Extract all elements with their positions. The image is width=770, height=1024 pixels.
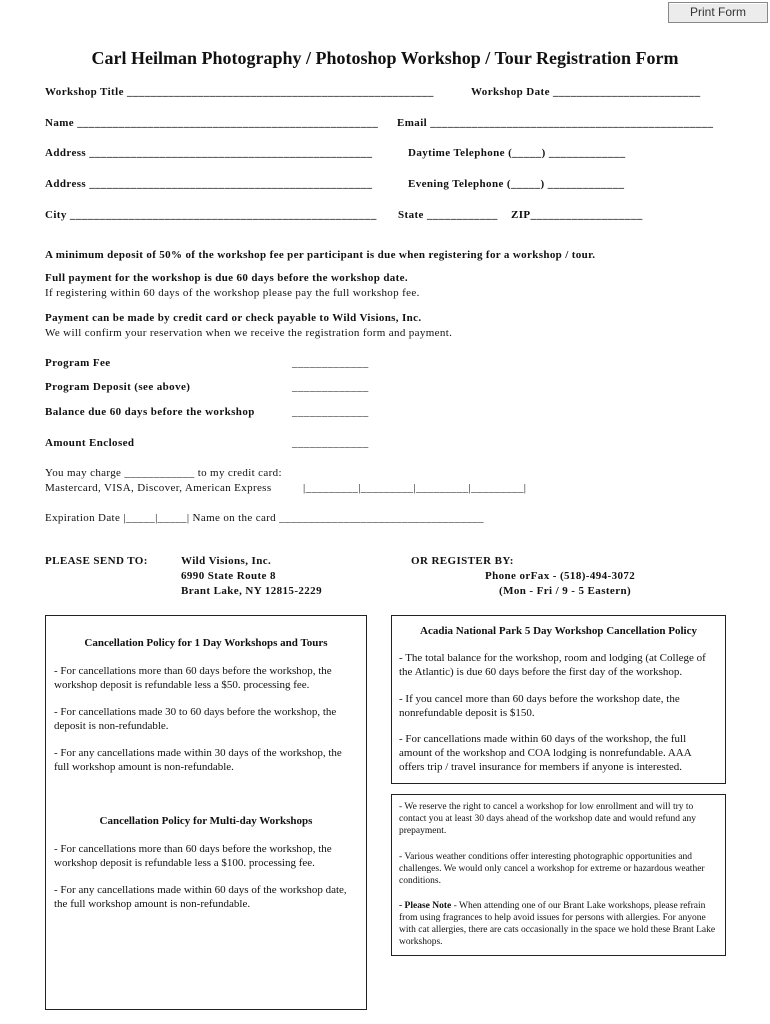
zip-field[interactable]: ZIP___________________ bbox=[511, 209, 643, 221]
acadia-policy-item: - For cancellations made within 60 days of the workshop, the full amount of the workshop and COA lodging is nonrefundable. AAA offers trip / travel insurance for members if anyone is interested. bbox=[399, 733, 692, 773]
accepted-cards: Mastercard, VISA, Discover, American Express bbox=[45, 482, 272, 494]
evening-telephone-field[interactable]: Evening Telephone (_____) _____________ bbox=[408, 178, 625, 190]
note-item: - We reserve the right to cancel a workshop for low enrollment and will try to contact you at least 30 days ahead of the workshop date and would refund any prepayment. bbox=[399, 802, 697, 836]
acadia-policy-item: - If you cancel more than 60 days before the workshop date, the nonrefundable deposit is $150. bbox=[399, 693, 680, 719]
balance-due-label: Balance due 60 days before the workshop bbox=[45, 406, 255, 418]
note-item bbox=[399, 900, 718, 948]
email-field[interactable]: Email ________________________________________________ bbox=[397, 117, 714, 129]
multi-day-policy-heading: Cancellation Policy for Multi-day Workshops bbox=[99, 815, 313, 827]
program-deposit-label: Program Deposit (see above) bbox=[45, 381, 191, 393]
address-field-1[interactable]: Address ________________________________________________ bbox=[45, 147, 373, 159]
address-field-2[interactable]: Address ________________________________________________ bbox=[45, 178, 373, 190]
one-day-policy-heading: Cancellation Policy for 1 Day Workshops and Tours bbox=[84, 637, 328, 649]
send-to-label: PLEASE SEND TO: bbox=[45, 555, 148, 567]
payment-method-notice: Payment can be made by credit card or check payable to Wild Visions, Inc. bbox=[45, 312, 422, 324]
acadia-policy-box bbox=[391, 615, 726, 784]
program-fee-input[interactable]: _____________ bbox=[292, 357, 369, 369]
one-day-policy-item: - For cancellations more than 60 days before the workshop, the workshop deposit is refundable less a $50. processing fee. bbox=[54, 665, 332, 691]
one-day-policy-item: - For any cancellations made within 30 days of the workshop, the full workshop amount is non-refundable. bbox=[54, 747, 342, 773]
send-address-line-1: Wild Visions, Inc. bbox=[181, 555, 272, 567]
full-payment-notice: Full payment for the workshop is due 60 days before the workshop date. bbox=[45, 272, 408, 284]
confirmation-notice: We will confirm your reservation when we receive the registration form and payment. bbox=[45, 327, 453, 339]
program-deposit-input[interactable]: _____________ bbox=[292, 381, 369, 393]
balance-due-input[interactable]: _____________ bbox=[292, 406, 369, 418]
send-address-line-2: 6990 State Route 8 bbox=[181, 570, 276, 582]
amount-enclosed-input[interactable]: _____________ bbox=[292, 437, 369, 449]
workshop-notes-box bbox=[391, 794, 726, 956]
note-item: - Various weather conditions offer interesting photographic opportunities and challenges. We would only cancel a workshop for extreme or hazardous weather conditions. bbox=[399, 852, 705, 886]
daytime-telephone-field[interactable]: Daytime Telephone (_____) _____________ bbox=[408, 147, 626, 159]
workshop-date-field[interactable]: Workshop Date _________________________ bbox=[471, 86, 701, 98]
register-phone: Phone orFax - (518)-494-3072 bbox=[485, 570, 636, 582]
form-title: Carl Heilman Photography / Photoshop Workshop / Tour Registration Form bbox=[91, 48, 679, 68]
one-day-policy-item: - For cancellations made 30 to 60 days before the workshop, the deposit is non-refundable. bbox=[54, 706, 337, 732]
multi-day-policy-item: - For any cancellations made within 60 days of the workshop date, the full workshop amount is non-refundable. bbox=[54, 884, 347, 910]
note-emphasis: - Please Note bbox=[399, 901, 452, 911]
charge-amount-field[interactable]: You may charge ____________ to my credit card: bbox=[45, 467, 282, 479]
print-form-button[interactable]: Print Form bbox=[668, 2, 768, 23]
state-field[interactable]: State ____________ bbox=[398, 209, 498, 221]
workshop-title-field[interactable]: Workshop Title ____________________________________________________ bbox=[45, 86, 434, 98]
full-payment-detail: If registering within 60 days of the workshop please pay the full workshop fee. bbox=[45, 287, 420, 299]
deposit-notice: A minimum deposit of 50% of the workshop fee per participant is due when registering for a workshop / tour. bbox=[45, 249, 596, 261]
acadia-policy-heading: Acadia National Park 5 Day Workshop Cancellation Policy bbox=[420, 625, 697, 637]
amount-enclosed-label: Amount Enclosed bbox=[45, 437, 135, 449]
acadia-policy-item: - The total balance for the workshop, room and lodging (at College of the Atlantic) is due 60 days before the first day of the workshop. bbox=[399, 652, 706, 678]
register-by-label: OR REGISTER BY: bbox=[411, 555, 514, 567]
register-hours: (Mon - Fri / 9 - 5 Eastern) bbox=[499, 585, 632, 597]
send-address-line-3: Brant Lake, NY 12815-2229 bbox=[181, 585, 322, 597]
city-field[interactable]: City ____________________________________________________ bbox=[45, 209, 377, 221]
card-number-field[interactable]: |_________|_________|_________|_________| bbox=[303, 482, 527, 494]
cancellation-policy-box bbox=[45, 615, 367, 1010]
multi-day-policy-item: - For cancellations more than 60 days before the workshop, the workshop deposit is refundable less a $100. processing fee. bbox=[54, 843, 332, 869]
expiration-and-name-field[interactable]: Expiration Date |_____|_____| Name on the card ___________________________________ bbox=[45, 512, 484, 524]
program-fee-label: Program Fee bbox=[45, 357, 111, 369]
note-text: - When attending one of our Brant Lake workshops, please refrain from using fragrances to help avoid issues for persons with allergies. For anyone with cat allergies, there are cats occasionally in the space we hold these Brant Lake workshops. bbox=[399, 901, 716, 947]
name-field[interactable]: Name ___________________________________________________ bbox=[45, 117, 379, 129]
